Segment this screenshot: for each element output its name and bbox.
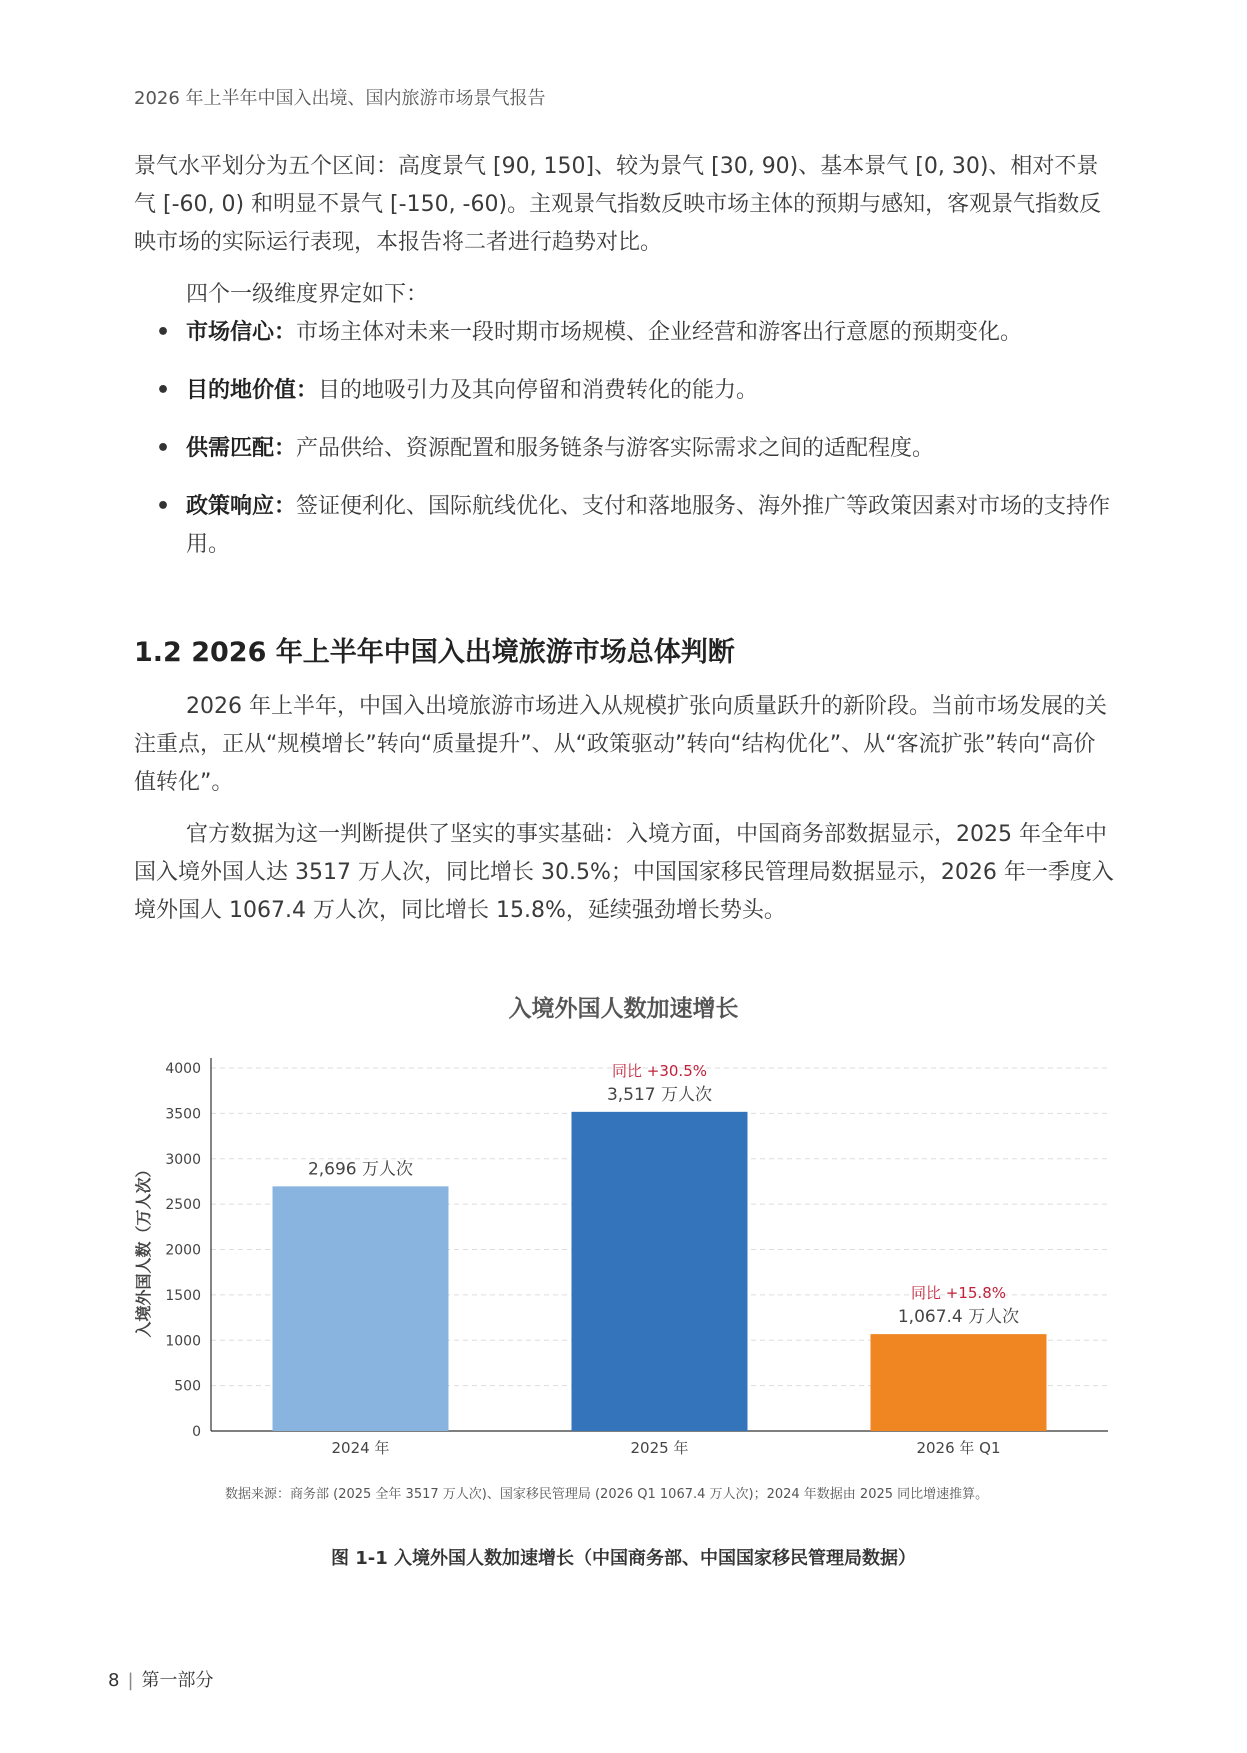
list-item — [134, 430, 1114, 468]
y-tick-label: 1000 — [165, 1333, 201, 1350]
x-tick-label: 2026 年 Q1 — [916, 1439, 1001, 1457]
list-item — [134, 372, 1114, 410]
section-paragraph-1: 2026 年上半年，中国入出境旅游市场进入从规模扩张向质量跃升的新阶段。当前市场发展的关注重点，正从“规模增长”转向“质量提升”、从“政策驱动”转向“结构优化”、从“客流扩张”转向“高价值转化”。 — [134, 694, 1107, 795]
chart-title: 入境外国人数加速增长 — [508, 996, 739, 1022]
y-tick-label: 500 — [174, 1378, 201, 1395]
growth-label: 同比 +30.5% — [612, 1061, 707, 1080]
y-tick-label: 3000 — [165, 1151, 201, 1168]
figure-caption: 图 1-1 入境外国人数加速增长（中国商务部、中国国家移民管理局数据） — [330, 1548, 917, 1569]
running-header: 2026 年上半年中国入出境、国内旅游市场景气报告 — [134, 88, 546, 109]
bullet-icon: • — [156, 320, 171, 345]
list-item — [134, 488, 1114, 564]
y-tick-label: 0 — [192, 1424, 201, 1440]
chart-source-note: 数据来源：商务部 (2025 全年 3517 万人次)、国家移民管理局 (2026 Q1 1067.4 万人次)；2024 年数据由 2025 同比增速推算。 — [225, 1487, 989, 1502]
data-label: 1,067.4 万人次 — [897, 1307, 1020, 1328]
bar — [871, 1334, 1047, 1431]
list-item-term: 供需匹配： — [186, 436, 297, 461]
bullet-icon: • — [156, 436, 171, 461]
section-paragraph-2: 官方数据为这一判断提供了坚实的事实基础：入境方面，中国商务部数据显示，2025 年全年中国入境外国人达 3517 万人次，同比增长 30.5%；中国国家移民管理局数据显示，2026 年一季度入境外国人 1067.4 万人次，同比增长 15.8%，延续强劲增长势头。 — [134, 822, 1114, 923]
list-item-term: 目的地价值： — [186, 378, 319, 403]
growth-label: 同比 +15.8% — [911, 1284, 1006, 1303]
intro-block — [134, 148, 1114, 314]
data-label: 3,517 万人次 — [606, 1084, 713, 1105]
footer-separator: | — [127, 1670, 134, 1691]
y-tick-label: 4000 — [165, 1061, 201, 1077]
intro-paragraph-2: 四个一级维度界定如下： — [186, 282, 429, 307]
section-body — [134, 688, 1114, 930]
data-label: 2,696 万人次 — [307, 1159, 414, 1180]
dimension-list — [134, 314, 1114, 584]
x-tick-label: 2025 年 — [630, 1439, 689, 1457]
y-tick-label: 3500 — [165, 1106, 201, 1123]
section-heading: 1.2 2026 年上半年中国入出境旅游市场总体判断 — [134, 637, 735, 668]
footer-section: 第一部分 — [141, 1670, 214, 1691]
bar — [572, 1112, 748, 1431]
page-footer — [108, 1666, 214, 1692]
bar — [273, 1186, 449, 1431]
y-tick-label: 1500 — [165, 1287, 201, 1304]
bullet-icon: • — [156, 378, 171, 403]
page-number: 8 — [108, 1670, 120, 1691]
list-item-term: 市场信心： — [186, 320, 297, 345]
list-item-text: 目的地吸引力及其向停留和消费转化的能力。 — [318, 378, 759, 403]
y-axis-label: 入境外国人数（万人次） — [134, 1161, 153, 1338]
list-item-term: 政策响应： — [186, 494, 297, 519]
list-item — [134, 314, 1114, 352]
x-tick-label: 2024 年 — [331, 1439, 390, 1457]
list-item-text: 市场主体对未来一段时期市场规模、企业经营和游客出行意愿的预期变化。 — [296, 320, 1023, 345]
y-tick-label: 2500 — [165, 1197, 201, 1214]
list-item-text: 签证便利化、国际航线优化、支付和落地服务、海外推广等政策因素对市场的支持作用。 — [186, 494, 1111, 557]
bar-chart — [125, 1028, 1125, 1488]
bullet-icon: • — [156, 494, 171, 519]
y-tick-label: 2000 — [165, 1242, 201, 1259]
list-item-text: 产品供给、资源配置和服务链条与游客实际需求之间的适配程度。 — [296, 436, 935, 461]
intro-paragraph-1: 景气水平划分为五个区间：高度景气 [90, 150]、较为景气 [30, 90)、基本景气 [0, 30)、相对不景气 [-60, 0) 和明显不景气 [-150, -60)。主观景气指数反映市场主体的预期与感知，客观景气指数反映市场的实际运行表现，本报告将二者进行趋势对比。 — [134, 154, 1102, 255]
